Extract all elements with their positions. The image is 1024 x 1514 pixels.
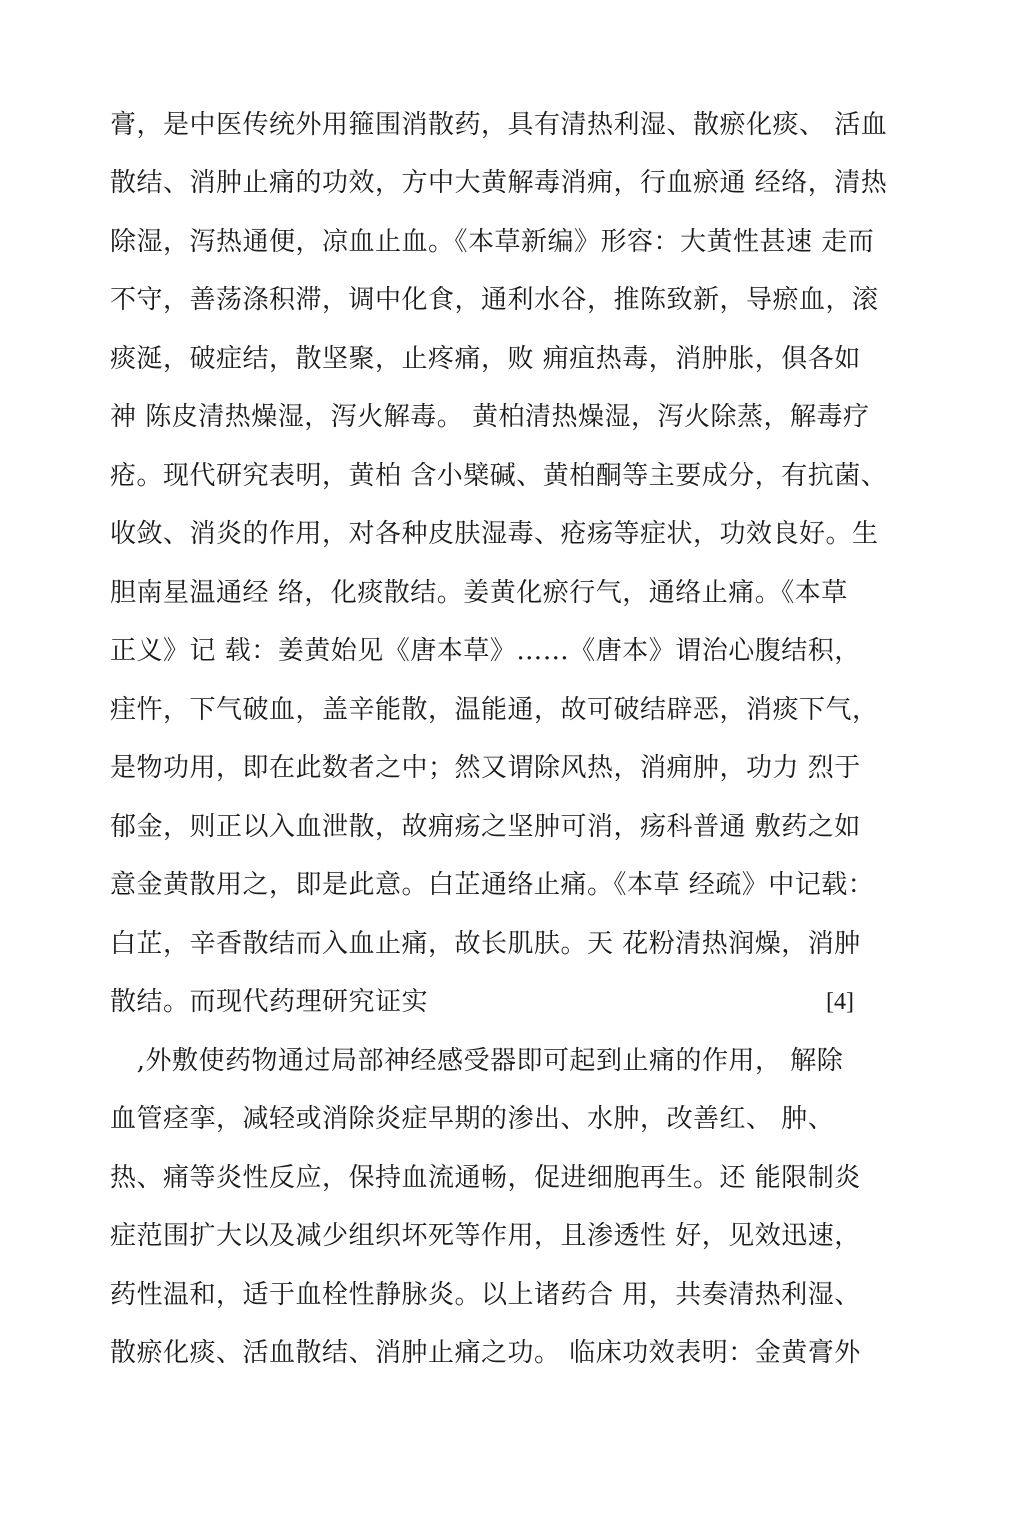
- text-line: 郁金，则正以入血泄散，故痈疡之坚肿可消，疡科普通 敷药之如: [110, 812, 861, 842]
- text-line: 意金黄散用之，即是此意。白芷通络止痛。《本草 经疏》中记载：: [110, 870, 875, 900]
- text-line: 药性温和，适于血栓性静脉炎。以上诸药合 用，共奏清热利湿、: [110, 1280, 861, 1310]
- text-line: 正义》记 载：姜黄始见《唐本草》……《唐本》谓治心腹结积，: [110, 636, 861, 666]
- text-line: 散瘀化痰、活血散结、消肿止痛之功。 临床功效表明：金黄膏外: [110, 1338, 861, 1368]
- text-line: 除湿，泻热通便，凉血止血。《本草新编》形容：大黄性甚速 走而: [110, 227, 875, 257]
- text-line: 疮。现代研究表明，黄柏 含小檗碱、黄柏酮等主要成分，有抗菌、: [110, 461, 888, 491]
- text-line: 神 陈皮清热燥湿，泻火解毒。 黄柏清热燥湿，泻火除蒸，解毒疗: [110, 402, 870, 432]
- text-line: 是物功用，即在此数者之中；然又谓除风热，消痈肿，功力 烈于: [110, 753, 861, 783]
- text-line: ,外敷使药物通过局部神经感受器即可起到止痛的作用， 解除: [128, 1046, 844, 1076]
- text-line: 疰忤，下气破血，盖辛能散，温能通，故可破结辟恶，消痰下气，: [110, 695, 879, 725]
- text-line: 不守，善荡涤积滞，调中化食，通利水谷，推陈致新，导瘀血，滚: [110, 285, 879, 315]
- text-line: 热、痛等炎性反应，保持血流通畅，促进细胞再生。还 能限制炎: [110, 1163, 861, 1193]
- text-line: 散结。而现代药理研究证实: [110, 987, 429, 1017]
- text-line: 症范围扩大以及减少组织坏死等作用，且渗透性 好，见效迅速，: [110, 1221, 861, 1251]
- text-line: 痰涎，破症结，散坚聚，止疼痛，败 痈疽热毒，消肿胀，俱各如: [110, 344, 861, 374]
- text-line: 膏，是中医传统外用箍围消散药，具有清热利湿、散瘀化痰、 活血: [110, 110, 888, 140]
- text-line: 散结、消肿止痛的功效，方中大黄解毒消痈，行血瘀通 经络，清热: [110, 168, 888, 198]
- text-line: 白芷，辛香散结而入血止痛，故长肌肤。天 花粉清热润燥，消肿: [110, 929, 861, 959]
- text-line: 胆南星温通经 络，化痰散结。姜黄化瘀行气，通络止痛。《本草: [110, 578, 848, 608]
- text-line: 血管痉挛，减轻或消除炎症早期的渗出、水肿，改善红、 肿、: [110, 1104, 835, 1134]
- citation-marker: [4]: [826, 989, 854, 1015]
- text-line: 收敛、消炎的作用，对各种皮肤湿毒、疮疡等症状，功效良好。生: [110, 519, 879, 549]
